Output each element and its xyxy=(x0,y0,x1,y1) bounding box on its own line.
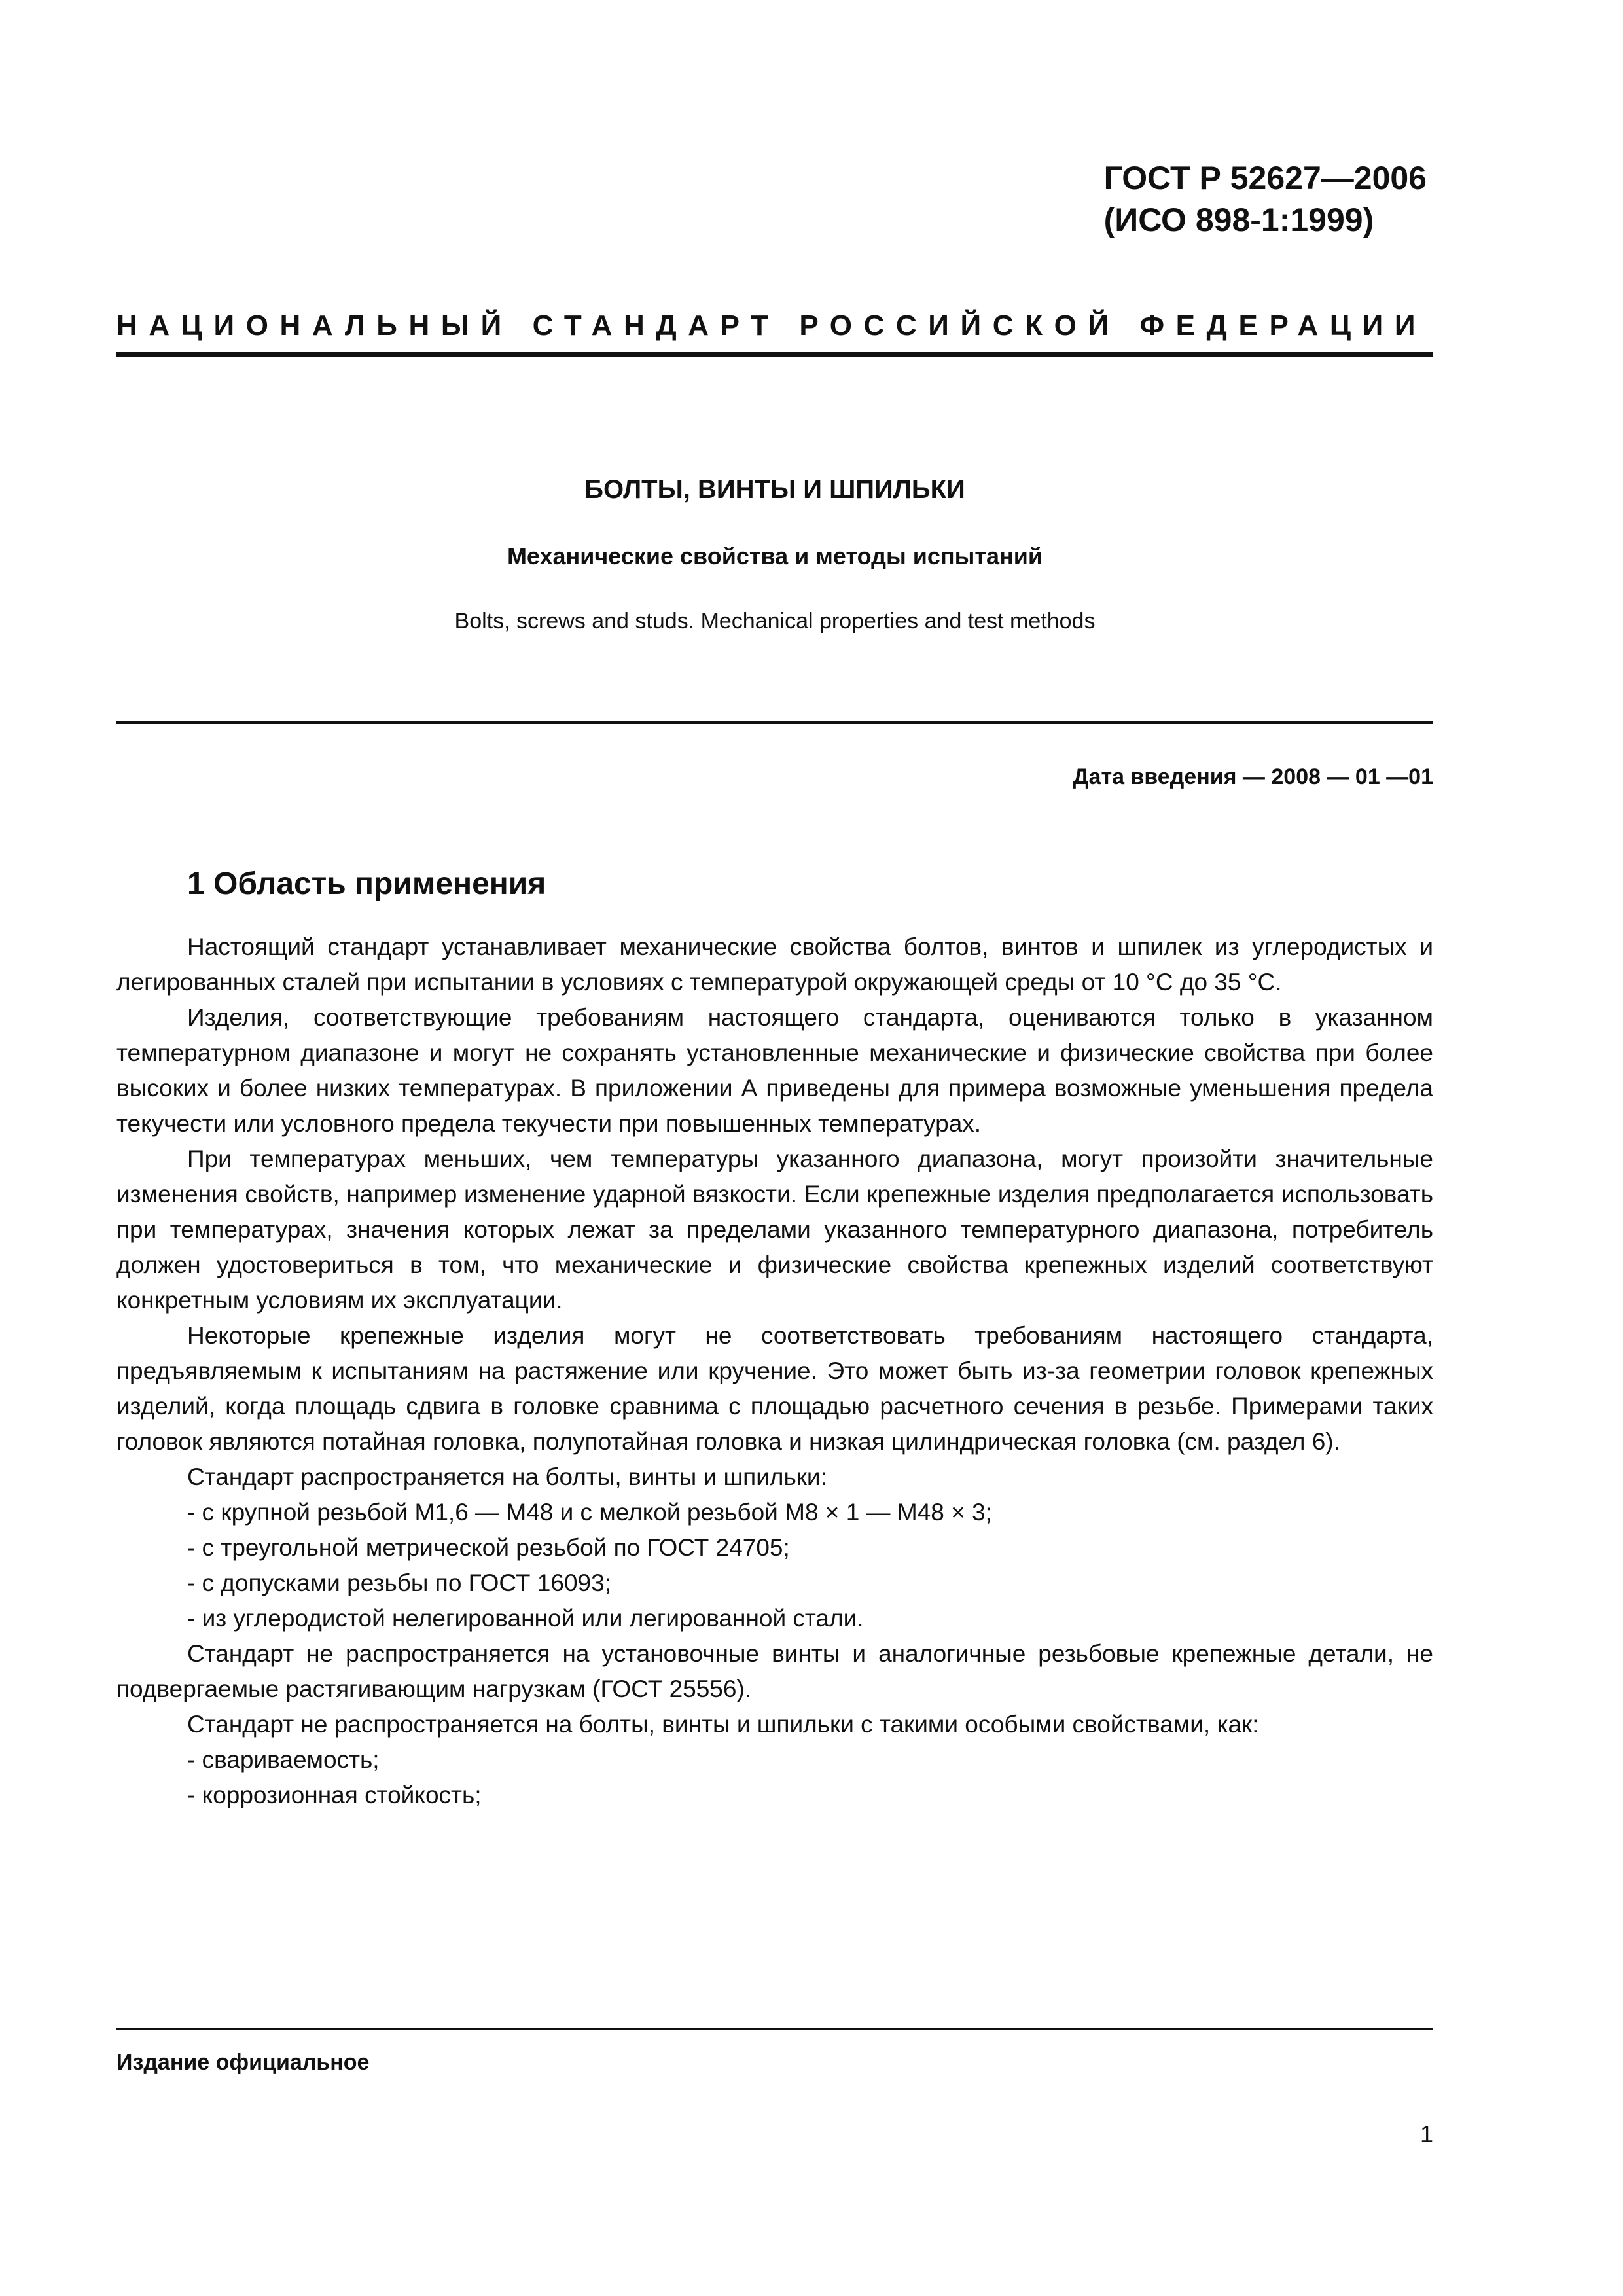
list-item: - из углеродистой нелегированной или легированной стали. xyxy=(187,1605,864,1632)
paragraph: Настоящий стандарт устанавливает механические свойства болтов, винтов и шпилек из углеродистых и легированных сталей при испытании в условиях с температурой окружающей среды от 10 °С до 35 °С. xyxy=(116,933,1433,996)
document-title: БОЛТЫ, ВИНТЫ И ШПИЛЬКИ xyxy=(584,475,965,504)
paragraph: Некоторые крепежные изделия могут не соответствовать требованиям настоящего стандарта, предъявляемым к испытаниям на растяжение или кручение. Это может быть из-за геометрии головок крепежных изделий, когда площадь сдвига в головке сравнима с площадью расчетного сечения в резьбе. Примерами таких головок являются потайная головка, полупотайная головка и низкая цилиндрическая головка (см. раздел 6). xyxy=(116,1322,1433,1455)
paragraph: Стандарт распространяется на болты, винты и шпильки: xyxy=(187,1463,827,1490)
paragraph: Изделия, соответствующие требованиям настоящего стандарта, оцениваются только в указанном температурном диапазоне и могут не сохранять установленные механические и физические свойства при более высоких и более низких температурах. В приложении А приведены для примера возможные уменьшения предела текучести или условного предела текучести при повышенных температурах. xyxy=(116,1004,1433,1137)
list-item: - коррозионная стойкость; xyxy=(187,1782,482,1808)
list-item: - свариваемость; xyxy=(187,1746,380,1773)
list-item: - с крупной резьбой М1,6 — М48 и с мелкой резьбой М8 × 1 — М48 × 3; xyxy=(187,1499,992,1526)
section-body xyxy=(116,929,1433,1813)
paragraph: При температурах меньших, чем температуры указанного диапазона, могут произойти значительные изменения свойств, например изменение ударной вязкости. Если крепежные изделия предполагается использовать при температурах, значения которых лежат за пределами указанного температурного диапазона, потребитель должен удостовериться в том, что механические и физические свойства крепежных изделий соответствуют конкретным условиям их эксплуатации. xyxy=(116,1145,1433,1314)
document-designation xyxy=(1104,157,1427,241)
iso-reference: (ИСО 898-1:1999) xyxy=(1103,202,1374,238)
national-standard-banner: НАЦИОНАЛЬНЫЙ СТАНДАРТ РОССИЙСКОЙ ФЕДЕРАЦИИ xyxy=(116,310,1427,342)
paragraph: Стандарт не распространяется на установочные винты и аналогичные резьбовые крепежные детали, не подвергаемые растягивающим нагрузкам (ГОСТ 25556). xyxy=(116,1640,1433,1702)
edition-note: Издание официальное xyxy=(116,2050,370,2075)
list-item: - с допусками резьбы по ГОСТ 16093; xyxy=(187,1570,611,1596)
standard-number: ГОСТ Р 52627—2006 xyxy=(1103,160,1427,196)
paragraph: Стандарт не распространяется на болты, винты и шпильки с такими особыми свойствами, как: xyxy=(187,1711,1259,1738)
title-rule xyxy=(116,721,1433,724)
footer-rule xyxy=(116,2028,1433,2030)
document-subtitle: Механические свойства и методы испытаний xyxy=(507,543,1043,569)
section-heading: 1 Область применения xyxy=(187,867,546,901)
page-number: 1 xyxy=(1419,2121,1433,2147)
english-title: Bolts, screws and studs. Mechanical properties and test methods xyxy=(454,609,1096,634)
introduction-date: Дата введения — 2008 — 01 —01 xyxy=(1073,764,1433,789)
list-item: - с треугольной метрической резьбой по ГОСТ 24705; xyxy=(187,1534,790,1561)
header-rule xyxy=(116,352,1433,357)
